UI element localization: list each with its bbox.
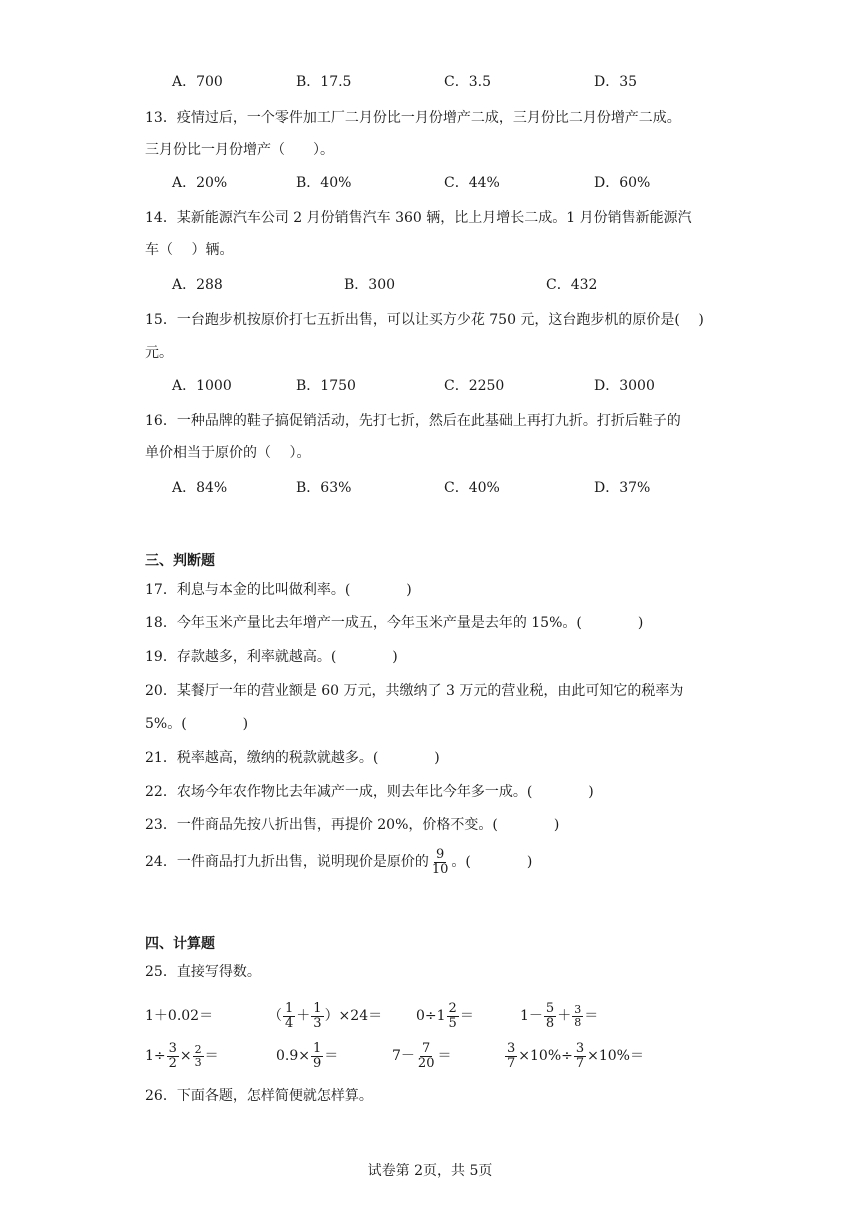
denominator: 9 [313, 1055, 322, 1071]
q24-text [145, 846, 532, 878]
expr-2-2-pre: 0.9× [276, 1048, 310, 1064]
q13-option-c: C．44% [444, 175, 500, 191]
numerator: 2 [194, 1042, 202, 1056]
expr-1-2-frac1 [283, 1002, 295, 1031]
q15-text-line2: 元。 [145, 345, 173, 361]
times-sign: × [179, 1048, 192, 1064]
q22-text: 22．农场今年农作物比去年减产一成，则去年比今年多一成。( ) [145, 784, 594, 800]
q26-text: 26．下面各题，怎样简便就怎样算。 [145, 1088, 373, 1104]
denominator: 5 [448, 1015, 457, 1031]
denominator: 20 [417, 1055, 435, 1071]
expr-1-4-frac1 [544, 1002, 556, 1031]
expr-1-3-post: ＝ [459, 1008, 474, 1024]
q14-text-line2: 车（ ）辆。 [145, 242, 234, 258]
denominator: 7 [575, 1055, 585, 1071]
q13-text-line1: 13．疫情过后，一个零件加工厂二月份比一月份增产二成，三月份比二月份增产二成。 [145, 110, 681, 126]
q16-option-a: A．84% [172, 480, 228, 496]
expr-1-1: 1＋0.02＝ [145, 1008, 214, 1024]
expr-1-2-frac2 [311, 1002, 323, 1031]
numerator: 3 [574, 1002, 582, 1016]
q14-option-b: B．300 [344, 277, 396, 293]
plus-sign: ＋ [557, 1008, 572, 1024]
q23-text: 23．一件商品先按八折出售，再提价 20%，价格不变。( ) [145, 817, 560, 833]
numerator: 5 [545, 1000, 555, 1016]
expr-2-1-frac2 [193, 1044, 204, 1069]
numerator: 7 [422, 1040, 431, 1056]
q12-option-a: A．700 [172, 74, 223, 90]
numerator: 1 [313, 1040, 322, 1056]
q15-text-line1: 15．一台跑步机按原价打七五折出售，可以让买方少花 750 元，这台跑步机的原价是( ) [145, 312, 704, 328]
numerator: 2 [448, 1000, 457, 1016]
q13-option-a: A．20% [172, 175, 228, 191]
expr-2-2-post: ＝ [324, 1048, 339, 1064]
q16-option-d: D．37% [594, 480, 651, 496]
q15-option-b: B．1750 [296, 378, 356, 394]
expr-2-1-post: ＝ [204, 1048, 219, 1064]
numerator: 1 [285, 1000, 294, 1016]
denominator: 3 [194, 1055, 202, 1069]
q15-option-c: C．2250 [444, 378, 505, 394]
expr-2-2-frac [311, 1042, 323, 1071]
section-title-calculation: 四、计算题 [145, 936, 215, 952]
q24-text-before: 24．一件商品打九折出售，说明现价是原价的 [145, 854, 429, 870]
expr-1-3-frac [447, 1002, 459, 1031]
denominator: 8 [545, 1015, 555, 1031]
denominator: 2 [168, 1055, 177, 1071]
expr-1-3 [416, 1000, 474, 1032]
numerator: 3 [507, 1040, 516, 1056]
q16-text-line1: 16．一种品牌的鞋子搞促销活动，先打七折，然后在此基础上再打九折。打折后鞋子的 [145, 413, 681, 429]
expr-2-3-post: ＝ [437, 1048, 452, 1064]
denominator: 3 [313, 1015, 322, 1031]
q17-text: 17．利息与本金的比叫做利率。( ) [145, 582, 412, 598]
q16-option-c: C．40% [444, 480, 500, 496]
expr-1-3-pre: 0÷1 [416, 1008, 446, 1024]
q19-text: 19．存款越多，利率就越高。( ) [145, 649, 398, 665]
expr-2-4-frac2 [574, 1042, 586, 1071]
q15-option-a: A．1000 [172, 378, 232, 394]
q16-text-line2: 单价相当于原价的（ ）。 [145, 445, 311, 461]
expr-1-4-pre: 1－ [520, 1008, 543, 1024]
expr-2-1-frac1 [167, 1042, 179, 1071]
numerator: 3 [575, 1040, 585, 1056]
denominator: 4 [285, 1015, 294, 1031]
numerator: 1 [313, 1000, 322, 1016]
section-title-judgment: 三、判断题 [145, 553, 215, 569]
q14-option-c: C．432 [546, 277, 598, 293]
plus-sign: ＋ [296, 1008, 311, 1024]
q24-fraction-denominator: 10 [431, 861, 449, 877]
q24-fraction [430, 848, 451, 877]
q16-option-b: B．63% [296, 480, 352, 496]
expr-2-4 [504, 1040, 644, 1072]
q15-option-d: D．3000 [594, 378, 655, 394]
expr-1-4-frac2 [572, 1004, 583, 1029]
denominator: 8 [574, 1015, 582, 1029]
q14-option-a: A．288 [172, 277, 223, 293]
expr-1-4 [520, 1000, 598, 1032]
q20-text-line1: 20．某餐厅一年的营业额是 60 万元，共缴纳了 3 万元的营业税，由此可知它的税率为 [145, 683, 684, 699]
numerator: 3 [168, 1040, 177, 1056]
expr-2-3 [392, 1040, 451, 1072]
expr-2-1-pre: 1÷ [145, 1048, 166, 1064]
page-footer: 试卷第 2页，共 5页 [367, 1163, 493, 1179]
expr-2-4-frac1 [505, 1042, 517, 1071]
q25-text: 25．直接写得数。 [145, 964, 261, 980]
q18-text: 18．今年玉米产量比去年增产一成五，今年玉米产量是去年的 15%。( ) [145, 615, 644, 631]
expr-2-3-pre: 7－ [392, 1048, 415, 1064]
expr-2-2 [276, 1040, 338, 1072]
q13-option-d: D．60% [594, 175, 651, 191]
denominator: 7 [507, 1055, 516, 1071]
expr-2-3-frac [416, 1042, 437, 1071]
q12-option-b: B．17.5 [296, 74, 352, 90]
expr-2-4-mid: ×10%÷ [518, 1048, 573, 1064]
expr-1-2 [268, 1000, 382, 1032]
q21-text: 21．税率越高，缴纳的税款就越多。( ) [145, 750, 440, 766]
expr-1-4-post: ＝ [584, 1008, 599, 1024]
expr-1-2-close: ）×24＝ [324, 1008, 383, 1024]
expr-1-2-open: （ [268, 1008, 282, 1024]
expr-2-4-post: ×10%＝ [587, 1048, 644, 1064]
q14-text-line1: 14．某新能源汽车公司 2 月份销售汽车 360 辆，比上月增长二成。1 月份销售新能源汽 [145, 210, 692, 226]
q24-fraction-numerator: 9 [435, 846, 445, 862]
q13-text-line2: 三月份比一月份增产（ ）。 [145, 142, 334, 158]
expr-2-1 [145, 1040, 219, 1072]
q20-text-line2: 5%。( ) [145, 716, 249, 732]
q13-option-b: B．40% [296, 175, 352, 191]
q12-option-c: C．3.5 [444, 74, 491, 90]
q12-option-d: D．35 [594, 74, 638, 90]
q24-text-after: 。( ) [451, 854, 533, 870]
